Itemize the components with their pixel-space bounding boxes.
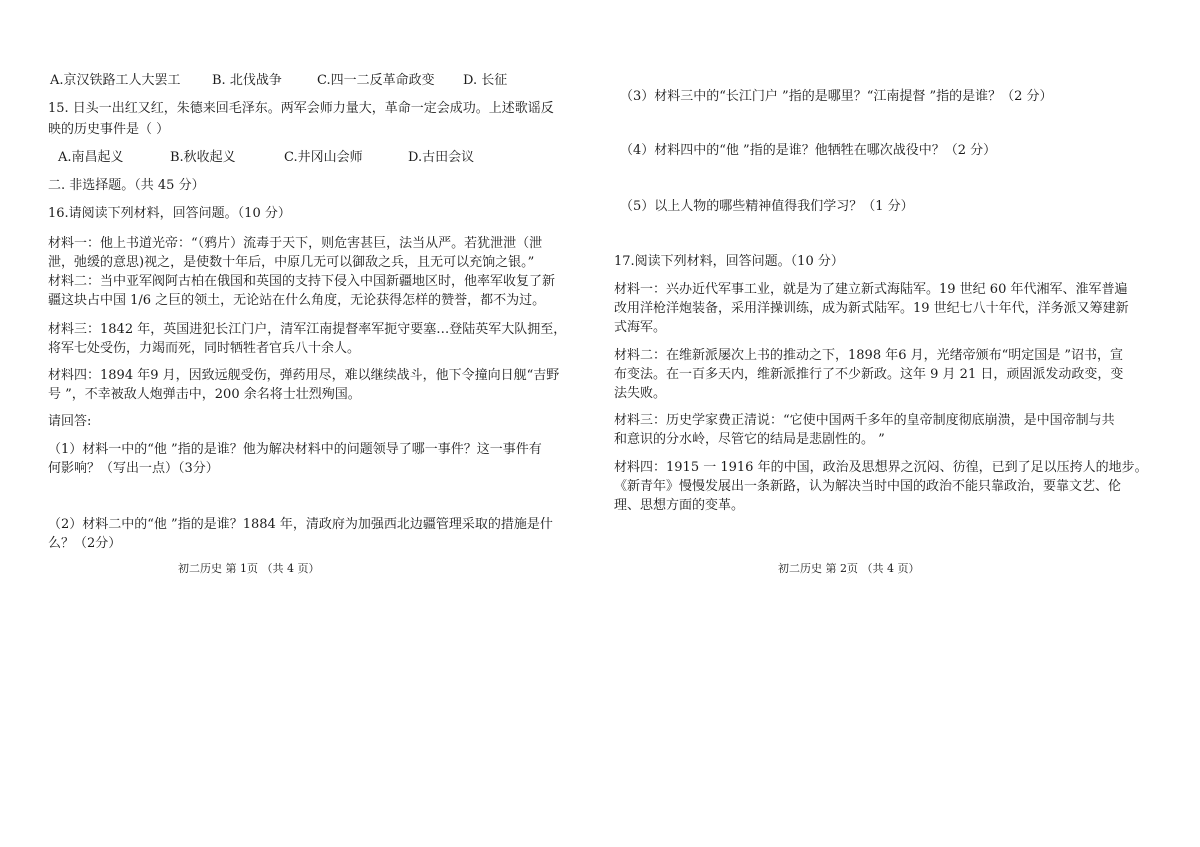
page-footer: 初二历史 第 2页 （共 4 页） — [778, 562, 920, 575]
q15-option-b: B.秋收起义 — [170, 150, 236, 165]
q17-material-3-line-1: 材料三：历史学家费正清说：“它使中国两千多年的皇帝制度彻底崩溃，是中国帝制与共 — [614, 413, 1115, 428]
q17-material-4-line-2: 《新青年》慢慢发展出一条新路，认为解决当时中国的政治不能只靠政治，要靠文艺、伦 — [614, 479, 1122, 494]
q17-material-4-line-3: 理、思想方面的变革。 — [614, 498, 745, 513]
q16-material-2-line-1: 材料二：当中亚军阀阿古柏在俄国和英国的支持下侵入中国新疆地区时，他率军收复了新 — [48, 274, 556, 289]
q16-stem: 16.请阅读下列材料，回答问题。（10 分） — [48, 206, 291, 221]
q16-material-3-line-2: 将军七处受伤，力竭而死，同时牺牲者官兵八十余人。 — [48, 341, 361, 356]
q14-option-a: A.京汉铁路工人大罢工 — [50, 73, 181, 88]
q16-material-4-line-2: 号 ”，不幸被敌人炮弹击中，200 余名将士壮烈殉国。 — [48, 387, 361, 402]
q16-sub-3: （3）材料三中的“长江门户 ”指的是哪里？“江南提督 ”指的是谁？（2 分） — [620, 89, 1053, 104]
q17-material-2-line-3: 法失败。 — [614, 386, 667, 401]
q17-stem: 17.阅读下列材料，回答问题。（10 分） — [614, 254, 844, 269]
q16-sub-2-line-2: 么？（2分） — [48, 536, 122, 551]
q14-option-c: C.四一二反革命政变 — [317, 73, 435, 88]
q16-sub-1-line-1: （1）材料一中的“他 ”指的是谁？他为解决材料中的问题领导了哪一事件？这一事件有 — [48, 442, 542, 457]
q17-material-2-line-2: 布变法。在一百多天内，维新派推行了不少新政。这年 9 月 21 日，顽固派发动政变，变 — [614, 367, 1124, 382]
q16-material-3-line-1: 材料三：1842 年，英国进犯长江门户，清军江南提督率军扼守要塞…登陆英军大队拥至， — [48, 322, 567, 337]
q15-option-c: C.井冈山会师 — [284, 150, 363, 165]
answer-label: 请回答: — [48, 414, 92, 429]
q16-sub-4: （4）材料四中的“他 ”指的是谁？他牺牲在哪次战役中？（2 分） — [620, 143, 997, 158]
q17-material-1-line-3: 式海军。 — [614, 320, 667, 335]
q16-material-1-line-2: 泄，弛缓的意思)视之，是使数十年后，中原几无可以御敌之兵，且无可以充饷之银。” — [48, 255, 535, 270]
q15-option-a: A.南昌起义 — [58, 150, 124, 165]
q17-material-4-line-1: 材料四：1915 一 1916 年的中国，政治及思想界之沉闷、彷徨，已到了足以压挎人的地步。 — [614, 460, 1148, 475]
q15-line-2: 映的历史事件是（ ） — [48, 122, 170, 137]
q15-option-d: D.古田会议 — [408, 150, 475, 165]
q14-option-b: B. 北伐战争 — [212, 73, 282, 88]
q17-material-3-line-2: 和意识的分水岭，尽管它的结局是悲剧性的。 ” — [614, 432, 885, 447]
q16-material-1-line-1: 材料一：他上书道光帝：“（鸦片）流毒于天下，则危害甚巨，法当从严。若犹泄泄（泄 — [48, 236, 543, 251]
q16-material-4-line-1: 材料四：1894 年9 月，因致远舰受伤，弹药用尽，难以继续战斗，他下令撞向日舰“吉野 — [48, 368, 560, 383]
page-footer: 初二历史 第 1页 （共 4 页） — [178, 562, 320, 575]
q16-sub-2-line-1: （2）材料二中的“他 ”指的是谁？1884 年，清政府为加强西北边疆管理采取的措施是什 — [48, 517, 553, 532]
q17-material-2-line-1: 材料二：在维新派屡次上书的推动之下，1898 年6 月，光绪帝颁布“明定国是 ”诏书，宣 — [614, 348, 1124, 363]
q16-sub-1-line-2: 何影响？（写出一点）（3分） — [48, 461, 219, 476]
q17-material-1-line-1: 材料一：兴办近代军事工业，就是为了建立新式海陆军。19 世纪 60 年代湘军、淮军普遍 — [614, 282, 1128, 297]
q16-material-2-line-2: 疆这块占中国 1/6 之巨的领土，无论站在什么角度，无论获得怎样的赞誉，都不为过。 — [48, 293, 546, 308]
q15-line-1: 15. 日头一出红又红，朱德来回毛泽东。两军会师力量大，革命一定会成功。上述歌谣反 — [48, 101, 554, 116]
q14-option-d: D. 长征 — [463, 73, 508, 88]
q16-sub-5: （5）以上人物的哪些精神值得我们学习？（1 分） — [620, 199, 914, 214]
q17-material-1-line-2: 改用洋枪洋炮装备，采用洋操训练，成为新式陆军。19 世纪七八十年代，洋务派又筹建新 — [614, 301, 1129, 316]
section-heading: 二. 非选择题。（共 45 分） — [48, 178, 205, 193]
